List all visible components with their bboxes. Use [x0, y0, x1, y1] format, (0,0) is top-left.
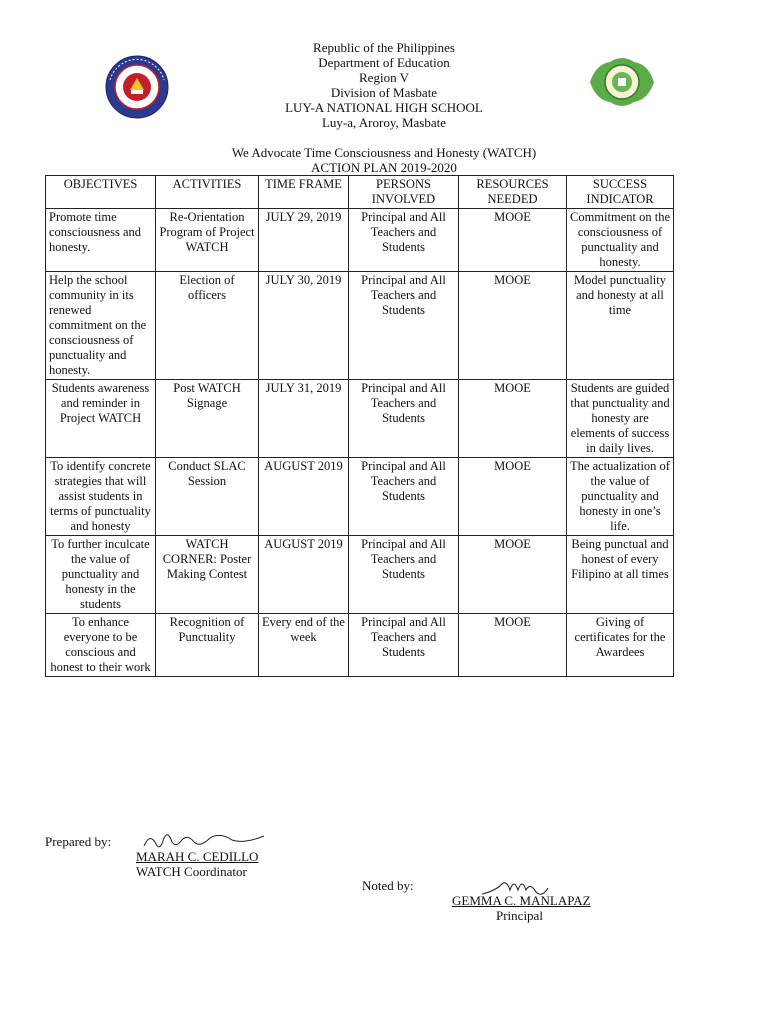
cell-persons: Principal and All Teachers and Students [349, 380, 459, 458]
cell-activity: Conduct SLAC Session [156, 458, 259, 536]
plan-title: We Advocate Time Consciousness and Honesty (WATCH) [231, 145, 537, 160]
header-persons-involved: PERSONS INVOLVED [349, 176, 459, 209]
header-objectives: OBJECTIVES [46, 176, 156, 209]
document-titles [0, 145, 768, 175]
header-division: Division of Masbate [330, 85, 438, 100]
noted-by-label: Noted by: [362, 878, 414, 893]
cell-resources: MOOE [459, 458, 567, 536]
prepared-by-name: MARAH C. CEDILLO [136, 849, 259, 864]
cell-objective: To enhance everyone to be conscious and honest to their work [46, 614, 156, 677]
document-header [0, 40, 768, 130]
cell-activity: Re-Orientation Program of Project WATCH [156, 209, 259, 272]
cell-activity: WATCH CORNER: Poster Making Contest [156, 536, 259, 614]
cell-persons: Principal and All Teachers and Students [349, 272, 459, 380]
cell-persons: Principal and All Teachers and Students [349, 614, 459, 677]
cell-persons: Principal and All Teachers and Students [349, 458, 459, 536]
cell-time-frame: JULY 30, 2019 [259, 272, 349, 380]
cell-success: The actualization of the value of punctuality and honesty in one’s life. [567, 458, 674, 536]
cell-objective: Help the school community in its renewed commitment on the consciousness of punctuality and honesty. [46, 272, 156, 380]
header-activities: ACTIVITIES [156, 176, 259, 209]
table-row [46, 458, 674, 536]
header-school: LUY-A NATIONAL HIGH SCHOOL [285, 100, 483, 115]
table-header-row [46, 176, 674, 209]
cell-resources: MOOE [459, 536, 567, 614]
header-time-frame: TIME FRAME [259, 176, 349, 209]
cell-time-frame: JULY 31, 2019 [259, 380, 349, 458]
header-address: Luy-a, Aroroy, Masbate [321, 115, 447, 130]
cell-resources: MOOE [459, 209, 567, 272]
prepared-by-label: Prepared by: [45, 834, 112, 849]
cell-time-frame: AUGUST 2019 [259, 536, 349, 614]
cell-time-frame: Every end of the week [259, 614, 349, 677]
cell-time-frame: AUGUST 2019 [259, 458, 349, 536]
header-success-indicator: SUCCESS INDICATOR [567, 176, 674, 209]
cell-success: Giving of certificates for the Awardees [567, 614, 674, 677]
cell-success: Model punctuality and honesty at all time [567, 272, 674, 380]
cell-success: Students are guided that punctuality and honesty are elements of success in daily lives. [567, 380, 674, 458]
cell-objective: To further inculcate the value of punctuality and honesty in the students [46, 536, 156, 614]
cell-resources: MOOE [459, 272, 567, 380]
noted-by-name: GEMMA C. MANLAPAZ [452, 893, 591, 908]
cell-objective: To identify concrete strategies that will assist students in terms of punctuality and honesty [46, 458, 156, 536]
table-row [46, 614, 674, 677]
table-row [46, 209, 674, 272]
cell-resources: MOOE [459, 614, 567, 677]
noted-by-title: Principal [496, 908, 543, 923]
table-row [46, 380, 674, 458]
cell-success: Being punctual and honest of every Filipino at all times [567, 536, 674, 614]
header-department: Department of Education [318, 55, 450, 70]
cell-objective: Students awareness and reminder in Project WATCH [46, 380, 156, 458]
cell-resources: MOOE [459, 380, 567, 458]
plan-subtitle: ACTION PLAN 2019-2020 [311, 160, 457, 175]
header-republic: Republic of the Philippines [313, 40, 455, 55]
cell-success: Commitment on the consciousness of punctuality and honesty. [567, 209, 674, 272]
header-resources-needed: RESOURCES NEEDED [459, 176, 567, 209]
cell-objective: Promote time consciousness and honesty. [46, 209, 156, 272]
cell-activity: Post WATCH Signage [156, 380, 259, 458]
action-plan-table [45, 175, 674, 677]
header-region: Region V [359, 70, 409, 85]
cell-activity: Recognition of Punctuality [156, 614, 259, 677]
cell-persons: Principal and All Teachers and Students [349, 209, 459, 272]
cell-persons: Principal and All Teachers and Students [349, 536, 459, 614]
prepared-by-title: WATCH Coordinator [136, 864, 247, 879]
cell-time-frame: JULY 29, 2019 [259, 209, 349, 272]
cell-activity: Election of officers [156, 272, 259, 380]
table-row [46, 536, 674, 614]
table-row [46, 272, 674, 380]
